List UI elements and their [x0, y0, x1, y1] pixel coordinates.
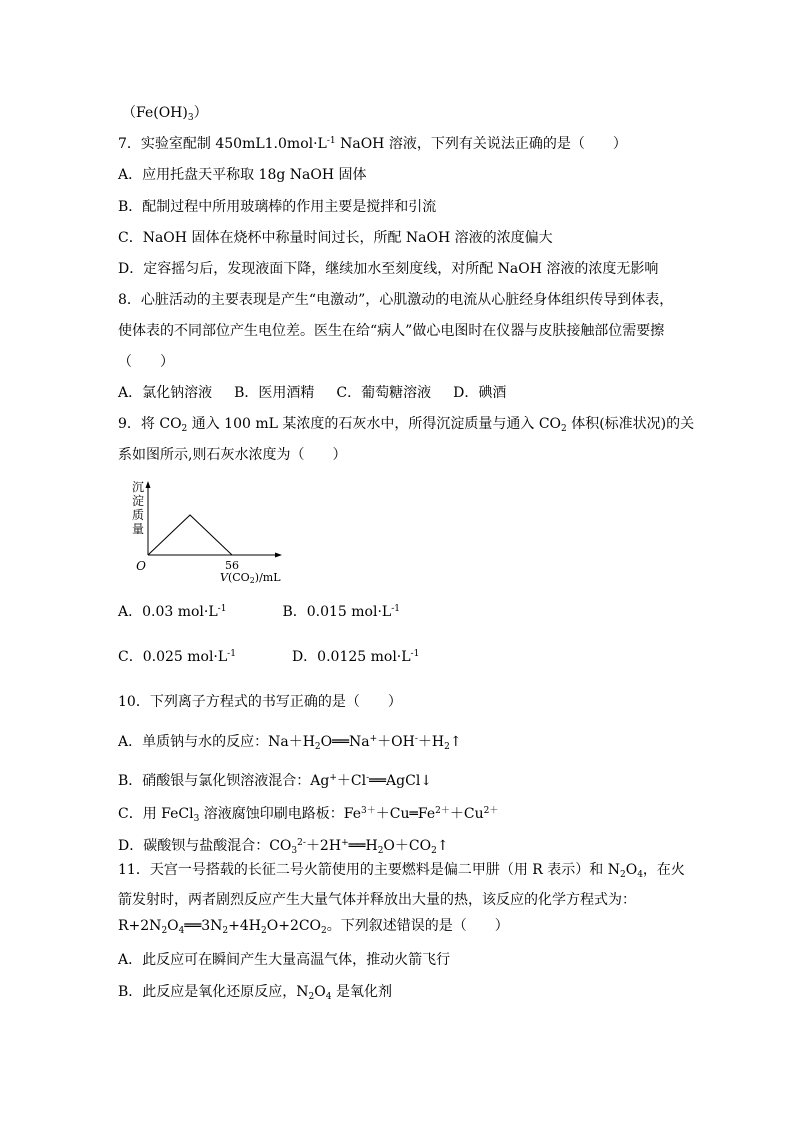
- origin-label: O: [136, 559, 146, 573]
- q8-stem-line3: （ ）: [118, 354, 174, 370]
- q8-options: [118, 384, 506, 402]
- q7-stem: 7．实验室配制 $450mL1.0mol\cdot L^{-1}$ NaOH 溶液，下列有关说法正确的是（ ）: [118, 136, 627, 152]
- x-axis-label: V(CO2)/mL: [220, 571, 281, 585]
- q10-option-a: A．单质钠与水的反应：$Na+H_2O══Na^++OH^-+H_2↑$: [118, 734, 462, 752]
- q11-option-b: B．此反应是氧化还原反应，$N_2O_4$ 是氧化剂: [118, 984, 392, 1002]
- precipitate-chart: [128, 475, 288, 590]
- y-label-char: 沉: [131, 480, 145, 494]
- q10-option-c: C．用 FeCl$_3$ 溶液腐蚀印刷电路板：$Fe^{3+}+Cu═Fe^{2+}+Cu^{2+}$: [118, 806, 499, 824]
- prev-answer-fragment: $(Fe(OH)_3)$: [122, 105, 208, 123]
- q10-option-b: B．硝酸银与氯化钡溶液混合：Ag+＋Cl-══AgCl↓: [118, 773, 433, 789]
- y-label-char: 量: [131, 522, 145, 536]
- y-axis-arrow: [146, 481, 151, 488]
- q10-stem: 10．下列离子方程式的书写正确的是（ ）: [118, 694, 402, 710]
- q8-option-a: A．氯化钠溶液: [118, 385, 213, 401]
- q8-option-d: D．碘酒: [453, 385, 507, 401]
- y-label-char: 质: [131, 508, 145, 522]
- q7-option-d: D．定容摇匀后，发现液面下降，继续加水至刻度线，对所配 NaOH 溶液的浓度无影响: [118, 261, 659, 277]
- q7-option-c: C．NaOH 固体在烧杯中称量时间过长，所配 NaOH 溶液的浓度偏大: [118, 230, 553, 246]
- y-axis-label: [132, 480, 144, 536]
- q9-option-d: D．0.0125 $mol\cdot L^{-1}$: [291, 649, 420, 665]
- q7-option-a: A．应用托盘天平称取 18g NaOH 固体: [118, 167, 367, 183]
- q8-option-b: B．医用酒精: [234, 385, 315, 401]
- series-line: [148, 515, 232, 555]
- q11-stem-line2: 箭发射时，两者剧烈反应产生大量气体并释放出大量的热，该反应的化学方程式为：: [118, 892, 636, 908]
- q9-options-ab: [118, 603, 400, 621]
- q9-stem-line1: 9．将 $CO_2$ 通入 100 mL 某浓度的石灰水中，所得沉淀质量与通入 $CO_2$ 体积(标准状况)的关: [118, 416, 695, 434]
- q8-stem-line2: 使体表的不同部位产生电位差。医生在给“病人”做心电图时在仪器与皮肤接触部位需要擦: [118, 323, 665, 339]
- q9-option-b: B．0.015 $mol\cdot L^{-1}$: [282, 604, 400, 620]
- y-label-char: 淀: [131, 494, 145, 508]
- q8-option-c: C．葡萄糖溶液: [336, 385, 432, 401]
- q10-option-d: D．碳酸钡与盐酸混合：$CO_3^{2-}+2H^+══H_2O+CO_2↑$: [118, 838, 449, 856]
- q9-option-a: A．0.03 $mol\cdot L^{-1}$: [118, 604, 227, 620]
- q11-option-a: A．此反应可在瞬间产生大量高温气体，推动火箭飞行: [118, 952, 451, 968]
- x-axis-arrow: [275, 553, 282, 558]
- x-tick-label: 56: [225, 559, 239, 572]
- q9-stem-line2: 系如图所示,则石灰水浓度为（ ）: [118, 447, 347, 463]
- q11-equation: $R+2N_2O_4══3N_2+4H_2O+2CO_2$。下列叙述错误的是（ ）: [118, 918, 509, 936]
- q9-option-c: C．0.025 $mol\cdot L^{-1}$: [118, 649, 236, 665]
- q11-stem-line1: 11．天宫一号搭载的长征二号火箭使用的主要燃料是偏二甲肼（用 R 表示）和 $N_2O_4$，在火: [118, 862, 685, 880]
- q8-stem-line1: 8．心脏活动的主要表现是产生“电激动”，心肌激动的电流从心脏经身体组织传导到体表，: [118, 292, 674, 308]
- q9-options-cd: [118, 648, 419, 666]
- q7-option-b: B．配制过程中所用玻璃棒的作用主要是搅拌和引流: [118, 199, 437, 215]
